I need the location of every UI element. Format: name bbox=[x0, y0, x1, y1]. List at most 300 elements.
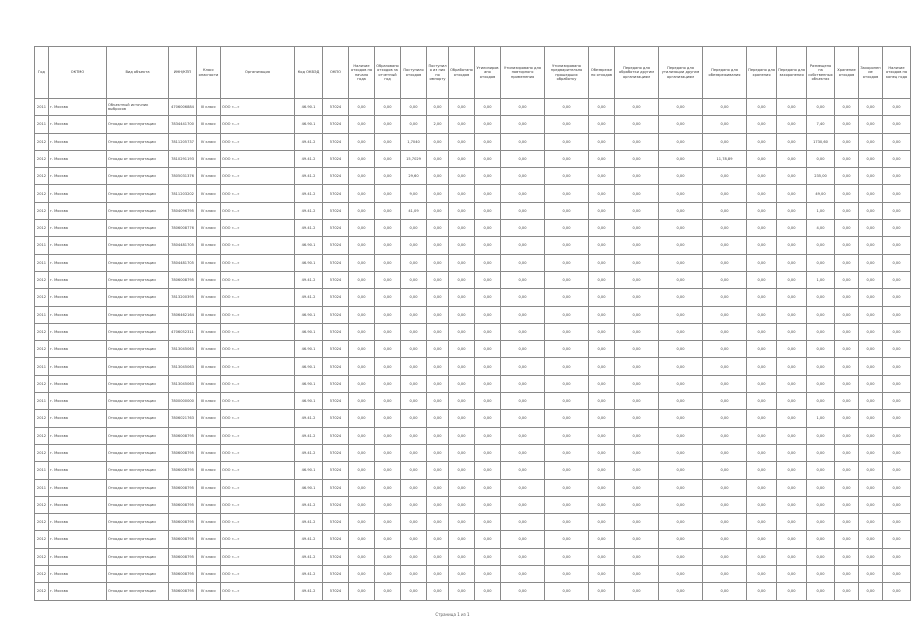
cell-c26: 0,00 bbox=[883, 116, 911, 133]
cell-c12: 0,00 bbox=[427, 410, 449, 427]
cell-org: ООО «...» bbox=[221, 185, 295, 202]
table-row bbox=[35, 289, 911, 306]
cell-c20: 0,00 bbox=[703, 375, 747, 392]
cell-inn: 4706052311 bbox=[169, 323, 197, 340]
cell-subject: Отходы от эксплуатации bbox=[107, 133, 169, 150]
column-header-c13: Обработано отходов bbox=[449, 47, 475, 99]
cell-c24: 0,00 bbox=[835, 289, 859, 306]
cell-class: III класс bbox=[197, 254, 221, 271]
cell-c9: 0,00 bbox=[349, 583, 375, 600]
cell-org: ООО «...» bbox=[221, 306, 295, 323]
cell-subject: Отходы от эксплуатации bbox=[107, 150, 169, 167]
cell-c14: 0,00 bbox=[475, 323, 501, 340]
cell-oktmo: г. Москва bbox=[49, 375, 107, 392]
cell-c11: 0,00 bbox=[401, 341, 427, 358]
cell-c16: 0,00 bbox=[545, 220, 589, 237]
cell-c22: 0,00 bbox=[777, 531, 807, 548]
cell-c9: 0,00 bbox=[349, 168, 375, 185]
column-header-c17: Обезврежено отходов bbox=[589, 47, 615, 99]
cell-oktmo: г. Москва bbox=[49, 531, 107, 548]
cell-okpo: 57024 bbox=[323, 514, 349, 531]
cell-inn: 4706006884 bbox=[169, 99, 197, 116]
column-header-inn: ИНН/КПП bbox=[169, 47, 197, 99]
cell-c14: 0,00 bbox=[475, 168, 501, 185]
cell-c17: 0,00 bbox=[589, 220, 615, 237]
cell-c20: 0,00 bbox=[703, 133, 747, 150]
cell-c25: 0,00 bbox=[859, 393, 883, 410]
cell-c22: 0,00 bbox=[777, 254, 807, 271]
cell-c16: 0,00 bbox=[545, 566, 589, 583]
cell-c25: 0,00 bbox=[859, 462, 883, 479]
cell-c17: 0,00 bbox=[589, 150, 615, 167]
cell-year: 2011 bbox=[35, 306, 49, 323]
cell-org: ООО «...» bbox=[221, 323, 295, 340]
cell-c11: 0,00 bbox=[401, 410, 427, 427]
cell-c25: 0,00 bbox=[859, 150, 883, 167]
cell-c10: 0,00 bbox=[375, 358, 401, 375]
cell-c12: 0,00 bbox=[427, 479, 449, 496]
cell-c26: 0,00 bbox=[883, 289, 911, 306]
table-row bbox=[35, 427, 911, 444]
cell-c24: 0,00 bbox=[835, 496, 859, 513]
cell-c10: 0,00 bbox=[375, 496, 401, 513]
cell-c26: 0,00 bbox=[883, 410, 911, 427]
cell-c23: 0,00 bbox=[807, 444, 835, 461]
cell-c14: 0,00 bbox=[475, 583, 501, 600]
cell-class: IV класс bbox=[197, 583, 221, 600]
cell-c18: 0,00 bbox=[615, 427, 659, 444]
cell-c20: 0,00 bbox=[703, 237, 747, 254]
cell-c17: 0,00 bbox=[589, 133, 615, 150]
cell-inn: 7806008795 bbox=[169, 531, 197, 548]
cell-class: III класс bbox=[197, 479, 221, 496]
cell-c25: 0,00 bbox=[859, 583, 883, 600]
cell-c23: 0,00 bbox=[807, 99, 835, 116]
cell-c10: 0,00 bbox=[375, 514, 401, 531]
cell-c26: 0,00 bbox=[883, 427, 911, 444]
cell-inn: 7811205737 bbox=[169, 133, 197, 150]
cell-c13: 0,00 bbox=[449, 323, 475, 340]
cell-c16: 0,00 bbox=[545, 358, 589, 375]
cell-org: ООО «...» bbox=[221, 427, 295, 444]
cell-okved: 49.41.2 bbox=[295, 202, 323, 219]
cell-c25: 0,00 bbox=[859, 271, 883, 288]
cell-c21: 0,00 bbox=[747, 306, 777, 323]
cell-class: IV класс bbox=[197, 427, 221, 444]
cell-c9: 0,00 bbox=[349, 289, 375, 306]
cell-c9: 0,00 bbox=[349, 323, 375, 340]
cell-c14: 0,00 bbox=[475, 410, 501, 427]
cell-c26: 0,00 bbox=[883, 99, 911, 116]
cell-c24: 0,00 bbox=[835, 514, 859, 531]
cell-c21: 0,00 bbox=[747, 254, 777, 271]
cell-oktmo: г. Москва bbox=[49, 427, 107, 444]
cell-c25: 0,00 bbox=[859, 237, 883, 254]
cell-c24: 0,00 bbox=[835, 358, 859, 375]
cell-c15: 0,00 bbox=[501, 427, 545, 444]
cell-c15: 0,00 bbox=[501, 514, 545, 531]
cell-subject: Отходы от эксплуатации bbox=[107, 220, 169, 237]
cell-c16: 0,00 bbox=[545, 514, 589, 531]
cell-year: 2012 bbox=[35, 289, 49, 306]
cell-c17: 0,00 bbox=[589, 410, 615, 427]
column-header-org: Организация bbox=[221, 47, 295, 99]
cell-c23: 0,00 bbox=[807, 462, 835, 479]
cell-okpo: 57024 bbox=[323, 566, 349, 583]
cell-class: III класс bbox=[197, 306, 221, 323]
cell-subject: Отходы от эксплуатации bbox=[107, 444, 169, 461]
cell-c18: 0,00 bbox=[615, 185, 659, 202]
cell-subject: Отходы от эксплуатации bbox=[107, 168, 169, 185]
cell-c19: 0,00 bbox=[659, 496, 703, 513]
cell-c20: 0,00 bbox=[703, 341, 747, 358]
cell-c15: 0,00 bbox=[501, 566, 545, 583]
cell-c9: 0,00 bbox=[349, 531, 375, 548]
cell-inn: 7800000000 bbox=[169, 393, 197, 410]
cell-c12: 0,00 bbox=[427, 150, 449, 167]
table-row bbox=[35, 410, 911, 427]
cell-okpo: 57024 bbox=[323, 99, 349, 116]
cell-c9: 0,00 bbox=[349, 271, 375, 288]
cell-okved: 46.90.1 bbox=[295, 393, 323, 410]
cell-c22: 0,00 bbox=[777, 220, 807, 237]
cell-c23: 235,00 bbox=[807, 168, 835, 185]
cell-c16: 0,00 bbox=[545, 410, 589, 427]
cell-c12: 0,00 bbox=[427, 566, 449, 583]
cell-c20: 0,00 bbox=[703, 427, 747, 444]
cell-c26: 0,00 bbox=[883, 254, 911, 271]
cell-inn: 7806008795 bbox=[169, 566, 197, 583]
cell-c21: 0,00 bbox=[747, 531, 777, 548]
cell-c10: 0,00 bbox=[375, 341, 401, 358]
cell-c10: 0,00 bbox=[375, 150, 401, 167]
cell-org: ООО «...» bbox=[221, 410, 295, 427]
cell-c22: 0,00 bbox=[777, 375, 807, 392]
cell-c21: 0,00 bbox=[747, 583, 777, 600]
cell-oktmo: г. Москва bbox=[49, 393, 107, 410]
cell-c21: 0,00 bbox=[747, 444, 777, 461]
cell-org: ООО «...» bbox=[221, 133, 295, 150]
cell-c10: 0,00 bbox=[375, 99, 401, 116]
cell-c21: 0,00 bbox=[747, 427, 777, 444]
cell-c23: 0,00 bbox=[807, 479, 835, 496]
cell-c13: 0,00 bbox=[449, 410, 475, 427]
cell-c11: 0,00 bbox=[401, 237, 427, 254]
cell-c10: 0,00 bbox=[375, 427, 401, 444]
cell-c21: 0,00 bbox=[747, 271, 777, 288]
cell-inn: 7806008795 bbox=[169, 479, 197, 496]
cell-c22: 0,00 bbox=[777, 116, 807, 133]
cell-inn: 7813045063 bbox=[169, 375, 197, 392]
cell-c12: 0,00 bbox=[427, 271, 449, 288]
cell-c13: 0,00 bbox=[449, 566, 475, 583]
cell-c24: 0,00 bbox=[835, 566, 859, 583]
cell-c23: 7,40 bbox=[807, 116, 835, 133]
cell-c13: 0,00 bbox=[449, 583, 475, 600]
cell-c23: 0,00 bbox=[807, 531, 835, 548]
cell-okpo: 57024 bbox=[323, 150, 349, 167]
cell-c12: 0,00 bbox=[427, 496, 449, 513]
cell-okpo: 57024 bbox=[323, 341, 349, 358]
cell-org: ООО «...» bbox=[221, 479, 295, 496]
cell-c22: 0,00 bbox=[777, 168, 807, 185]
cell-c24: 0,00 bbox=[835, 150, 859, 167]
cell-c12: 0,00 bbox=[427, 548, 449, 565]
cell-c13: 0,00 bbox=[449, 306, 475, 323]
cell-c22: 0,00 bbox=[777, 479, 807, 496]
cell-c15: 0,00 bbox=[501, 496, 545, 513]
table-row bbox=[35, 566, 911, 583]
cell-okpo: 57024 bbox=[323, 185, 349, 202]
cell-c12: 0,00 bbox=[427, 462, 449, 479]
cell-c10: 0,00 bbox=[375, 306, 401, 323]
cell-oktmo: г. Москва bbox=[49, 306, 107, 323]
cell-c16: 0,00 bbox=[545, 548, 589, 565]
cell-c21: 0,00 bbox=[747, 185, 777, 202]
cell-c22: 0,00 bbox=[777, 341, 807, 358]
cell-c13: 0,00 bbox=[449, 496, 475, 513]
cell-subject: Отходы от эксплуатации bbox=[107, 410, 169, 427]
cell-c19: 0,00 bbox=[659, 341, 703, 358]
cell-c21: 0,00 bbox=[747, 514, 777, 531]
cell-okved: 49.41.2 bbox=[295, 427, 323, 444]
cell-year: 2012 bbox=[35, 514, 49, 531]
cell-okpo: 57024 bbox=[323, 133, 349, 150]
cell-c13: 0,00 bbox=[449, 289, 475, 306]
cell-c22: 0,00 bbox=[777, 358, 807, 375]
cell-org: ООО «...» bbox=[221, 289, 295, 306]
cell-c24: 0,00 bbox=[835, 254, 859, 271]
cell-c16: 0,00 bbox=[545, 185, 589, 202]
cell-c23: 0,00 bbox=[807, 323, 835, 340]
cell-c11: 41,09 bbox=[401, 202, 427, 219]
cell-c24: 0,00 bbox=[835, 375, 859, 392]
cell-c11: 0,00 bbox=[401, 427, 427, 444]
cell-c11: 0,00 bbox=[401, 375, 427, 392]
cell-c15: 0,00 bbox=[501, 548, 545, 565]
table-row bbox=[35, 168, 911, 185]
cell-c25: 0,00 bbox=[859, 548, 883, 565]
cell-c15: 0,00 bbox=[501, 531, 545, 548]
cell-c17: 0,00 bbox=[589, 548, 615, 565]
cell-c22: 0,00 bbox=[777, 548, 807, 565]
cell-c10: 0,00 bbox=[375, 323, 401, 340]
cell-c9: 0,00 bbox=[349, 410, 375, 427]
cell-c20: 0,00 bbox=[703, 323, 747, 340]
cell-c25: 0,00 bbox=[859, 358, 883, 375]
cell-c12: 0,00 bbox=[427, 444, 449, 461]
cell-oktmo: г. Москва bbox=[49, 462, 107, 479]
cell-c24: 0,00 bbox=[835, 341, 859, 358]
cell-okved: 46.90.1 bbox=[295, 375, 323, 392]
cell-c14: 0,00 bbox=[475, 254, 501, 271]
cell-c26: 0,00 bbox=[883, 444, 911, 461]
cell-c20: 0,00 bbox=[703, 514, 747, 531]
cell-year: 2012 bbox=[35, 220, 49, 237]
cell-c18: 0,00 bbox=[615, 202, 659, 219]
cell-class: III класс bbox=[197, 393, 221, 410]
column-header-class: Класс опасности bbox=[197, 47, 221, 99]
cell-c9: 0,00 bbox=[349, 462, 375, 479]
cell-c25: 0,00 bbox=[859, 514, 883, 531]
cell-class: IV класс bbox=[197, 566, 221, 583]
cell-c18: 0,00 bbox=[615, 444, 659, 461]
cell-c19: 0,00 bbox=[659, 116, 703, 133]
cell-c23: 0,00 bbox=[807, 237, 835, 254]
cell-c25: 0,00 bbox=[859, 133, 883, 150]
cell-c9: 0,00 bbox=[349, 202, 375, 219]
cell-c18: 0,00 bbox=[615, 116, 659, 133]
cell-c12: 0,00 bbox=[427, 306, 449, 323]
column-header-c18: Передано для обработки другим организациям bbox=[615, 47, 659, 99]
cell-inn: 7806008795 bbox=[169, 462, 197, 479]
cell-c10: 0,00 bbox=[375, 393, 401, 410]
cell-org: ООО «...» bbox=[221, 271, 295, 288]
cell-okpo: 57024 bbox=[323, 254, 349, 271]
cell-inn: 7813200395 bbox=[169, 289, 197, 306]
cell-c15: 0,00 bbox=[501, 237, 545, 254]
cell-okpo: 57024 bbox=[323, 375, 349, 392]
cell-c16: 0,00 bbox=[545, 393, 589, 410]
cell-okved: 46.90.1 bbox=[295, 323, 323, 340]
cell-c9: 0,00 bbox=[349, 133, 375, 150]
cell-c18: 0,00 bbox=[615, 168, 659, 185]
cell-c13: 0,00 bbox=[449, 444, 475, 461]
cell-c15: 0,00 bbox=[501, 323, 545, 340]
cell-c26: 0,00 bbox=[883, 323, 911, 340]
column-header-c26: Наличие отходов на конец года bbox=[883, 47, 911, 99]
waste-register-table bbox=[34, 46, 911, 601]
cell-c21: 0,00 bbox=[747, 566, 777, 583]
cell-okpo: 57024 bbox=[323, 237, 349, 254]
table-row bbox=[35, 375, 911, 392]
cell-c15: 0,00 bbox=[501, 410, 545, 427]
cell-class: IV класс bbox=[197, 548, 221, 565]
cell-c9: 0,00 bbox=[349, 150, 375, 167]
cell-class: IV класс bbox=[197, 168, 221, 185]
cell-okpo: 57024 bbox=[323, 271, 349, 288]
cell-c19: 0,00 bbox=[659, 444, 703, 461]
cell-c15: 0,00 bbox=[501, 393, 545, 410]
cell-okved: 49.41.2 bbox=[295, 133, 323, 150]
column-header-c21: Передано для хранения bbox=[747, 47, 777, 99]
cell-c11: 1,7040 bbox=[401, 133, 427, 150]
cell-c22: 0,00 bbox=[777, 150, 807, 167]
cell-c14: 0,00 bbox=[475, 514, 501, 531]
cell-c20: 0,00 bbox=[703, 220, 747, 237]
cell-oktmo: г. Москва bbox=[49, 444, 107, 461]
cell-inn: 7806021763 bbox=[169, 410, 197, 427]
cell-c26: 0,00 bbox=[883, 548, 911, 565]
cell-c11: 0,00 bbox=[401, 358, 427, 375]
cell-year: 2012 bbox=[35, 323, 49, 340]
cell-c21: 0,00 bbox=[747, 168, 777, 185]
cell-c10: 0,00 bbox=[375, 116, 401, 133]
cell-c11: 0,00 bbox=[401, 548, 427, 565]
column-header-c24: Хранение отходов bbox=[835, 47, 859, 99]
cell-c15: 0,00 bbox=[501, 479, 545, 496]
cell-c17: 0,00 bbox=[589, 116, 615, 133]
cell-year: 2012 bbox=[35, 566, 49, 583]
cell-c25: 0,00 bbox=[859, 116, 883, 133]
cell-okved: 46.90.1 bbox=[295, 479, 323, 496]
cell-oktmo: г. Москва bbox=[49, 116, 107, 133]
cell-c23: 4,00 bbox=[807, 220, 835, 237]
cell-c14: 0,00 bbox=[475, 271, 501, 288]
cell-c18: 0,00 bbox=[615, 548, 659, 565]
cell-c13: 0,00 bbox=[449, 168, 475, 185]
cell-c13: 0,00 bbox=[449, 427, 475, 444]
cell-c26: 0,00 bbox=[883, 133, 911, 150]
cell-c19: 0,00 bbox=[659, 168, 703, 185]
cell-c23: 0,00 bbox=[807, 306, 835, 323]
cell-okpo: 57024 bbox=[323, 548, 349, 565]
cell-c14: 0,00 bbox=[475, 496, 501, 513]
cell-c20: 0,00 bbox=[703, 479, 747, 496]
cell-oktmo: г. Москва bbox=[49, 271, 107, 288]
cell-c9: 0,00 bbox=[349, 375, 375, 392]
table-row bbox=[35, 444, 911, 461]
cell-oktmo: г. Москва bbox=[49, 548, 107, 565]
cell-inn: 7805031376 bbox=[169, 168, 197, 185]
cell-c19: 0,00 bbox=[659, 566, 703, 583]
cell-oktmo: г. Москва bbox=[49, 358, 107, 375]
cell-c21: 0,00 bbox=[747, 220, 777, 237]
page-number: Страница 1 из 1 bbox=[435, 612, 470, 617]
cell-inn: 7806462164 bbox=[169, 306, 197, 323]
cell-c22: 0,00 bbox=[777, 444, 807, 461]
cell-c14: 0,00 bbox=[475, 237, 501, 254]
cell-c24: 0,00 bbox=[835, 116, 859, 133]
cell-c13: 0,00 bbox=[449, 237, 475, 254]
cell-c21: 0,00 bbox=[747, 202, 777, 219]
cell-c9: 0,00 bbox=[349, 514, 375, 531]
cell-org: ООО «...» bbox=[221, 116, 295, 133]
cell-c21: 0,00 bbox=[747, 150, 777, 167]
cell-c22: 0,00 bbox=[777, 393, 807, 410]
cell-inn: 7804481705 bbox=[169, 237, 197, 254]
cell-c15: 0,00 bbox=[501, 583, 545, 600]
cell-inn: 7813045063 bbox=[169, 358, 197, 375]
cell-subject: Отходы от эксплуатации bbox=[107, 496, 169, 513]
cell-c18: 0,00 bbox=[615, 566, 659, 583]
cell-class: III класс bbox=[197, 237, 221, 254]
cell-c18: 0,00 bbox=[615, 358, 659, 375]
cell-c14: 0,00 bbox=[475, 427, 501, 444]
cell-c15: 0,00 bbox=[501, 306, 545, 323]
cell-c15: 0,00 bbox=[501, 133, 545, 150]
cell-c12: 0,00 bbox=[427, 427, 449, 444]
cell-c24: 0,00 bbox=[835, 133, 859, 150]
cell-subject: Отходы от эксплуатации bbox=[107, 583, 169, 600]
cell-c9: 0,00 bbox=[349, 566, 375, 583]
cell-c12: 0,00 bbox=[427, 185, 449, 202]
cell-c19: 0,00 bbox=[659, 462, 703, 479]
table-header bbox=[35, 47, 911, 99]
cell-c18: 0,00 bbox=[615, 583, 659, 600]
cell-c11: 0,00 bbox=[401, 566, 427, 583]
cell-c14: 0,00 bbox=[475, 202, 501, 219]
cell-c15: 0,00 bbox=[501, 462, 545, 479]
cell-c14: 0,00 bbox=[475, 306, 501, 323]
cell-c10: 0,00 bbox=[375, 462, 401, 479]
cell-c9: 0,00 bbox=[349, 220, 375, 237]
cell-inn: 7806008795 bbox=[169, 444, 197, 461]
cell-c16: 0,00 bbox=[545, 271, 589, 288]
cell-okved: 46.90.1 bbox=[295, 306, 323, 323]
table-row bbox=[35, 220, 911, 237]
cell-c20: 0,00 bbox=[703, 531, 747, 548]
